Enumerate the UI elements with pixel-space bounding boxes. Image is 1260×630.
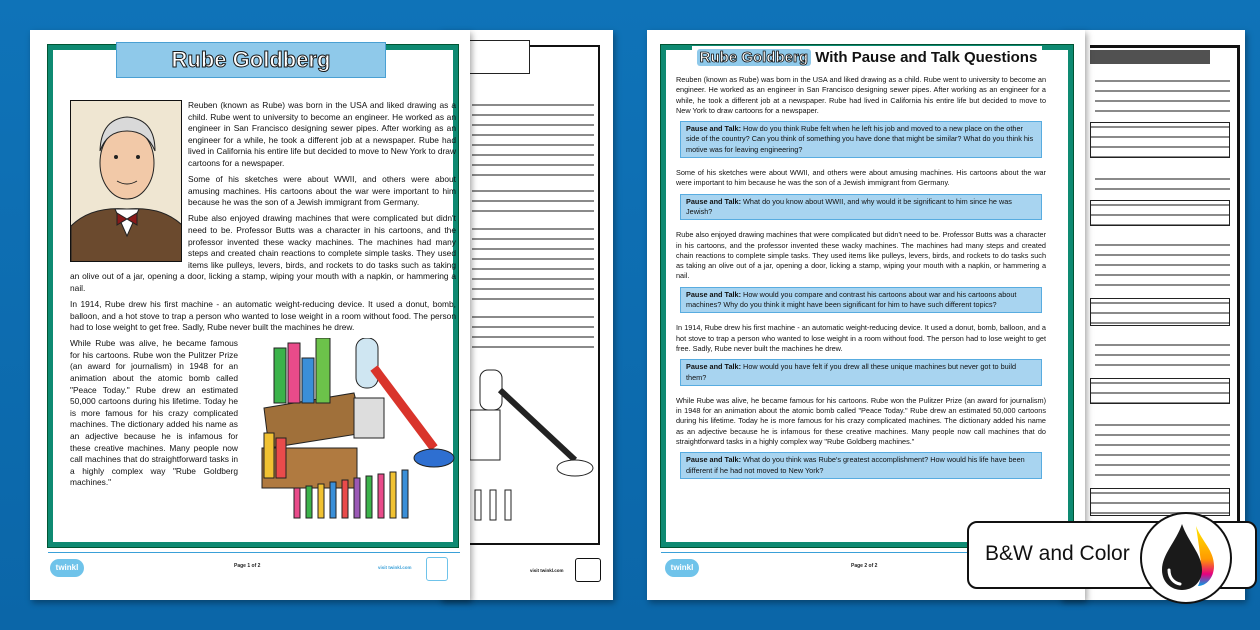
bw-quality-badge-icon bbox=[575, 558, 601, 582]
rube-goldberg-portrait bbox=[70, 100, 182, 262]
left-color-page bbox=[30, 30, 470, 600]
bw-title-band bbox=[1090, 50, 1210, 64]
bw-question-box bbox=[1090, 378, 1230, 404]
bw-title-bar bbox=[470, 40, 530, 74]
bw-text-lines bbox=[1095, 340, 1230, 370]
bw-text-lines bbox=[1095, 240, 1230, 290]
bw-text-lines bbox=[472, 312, 594, 352]
bw-text-lines bbox=[472, 224, 594, 304]
paragraph-1: Reuben (known as Rube) was born in the USA and liked drawing as a child. Rube went to university to become an engineer. He worked as an engineer in San Francisco designing sewer pipes. After working as an engineer for a while, he took a different job at a newspaper. Rube had lived in California his entire life but decided to move to New York to draw cartoons for a newspaper. bbox=[188, 100, 456, 168]
paragraph-2: Some of his sketches were about WWII, and others were about amusing machines. His cartoons about the war were important to him because he was the son of a Jewish immigrant from Germany. bbox=[188, 174, 456, 208]
page-number: Page 1 of 2 bbox=[234, 563, 261, 569]
bw-text-lines bbox=[1095, 420, 1230, 480]
title-highlight: Rube Goldberg bbox=[697, 49, 811, 66]
bw-text-lines bbox=[1095, 76, 1230, 116]
pause-and-talk-box-5: Pause and Talk: What do you think was Rube's greatest accomplishment? How would his life have been different if he had not moved to New York? bbox=[680, 452, 1042, 479]
badge-label: B&W and Color bbox=[985, 542, 1130, 565]
pause-and-talk-box-4: Pause and Talk: How would you have felt if you drew all these unique machines but never got to build them? bbox=[680, 359, 1042, 386]
page-title: Rube Goldberg bbox=[116, 42, 386, 78]
visit-link[interactable]: visit twinkl.com bbox=[378, 565, 412, 570]
pause-and-talk-box-3: Pause and Talk: How would you compare and contrast his cartoons about war and his cartoons about machines? Why do you think it might have been significant for him to have such different topics? bbox=[680, 287, 1042, 314]
page-number: Page 2 of 2 bbox=[851, 563, 878, 569]
paragraph-4: In 1914, Rube drew his first machine - an automatic weight-reducing device. It used a donut, bomb, balloon, and a hot stove to trap a person who wanted to lose weight in a room without food. The person had to lose weight to get free. Sadly, Rube never built the machines he drew. bbox=[70, 299, 456, 333]
paragraph-3: Rube also enjoyed drawing machines that were complicated but didn't need to be. Professor Butts was a character in his cartoons, and the professor invented these wacky machines. The machines had many steps and created chain reactions to complete simple tasks. They used items like pulleys, levers, birds, and rockets to do tasks such as taking an olive out of a jar, opening a door, licking a stamp, wiping your mouth with a napkin, or hammering a nail. bbox=[676, 230, 1046, 281]
paragraph-2: Some of his sketches were about WWII, and others were about amusing machines. His cartoons about the war were important to him because he was the son of a Jewish immigrant from Germany. bbox=[676, 168, 1046, 188]
pause-and-talk-box-2: Pause and Talk: What do you know about WWII, and why would it be significant to him since he was Jewish? bbox=[680, 194, 1042, 221]
bw-text-lines bbox=[1095, 174, 1230, 194]
pause-and-talk-box-1: Pause and Talk: How do you think Rube felt when he left his job and moved to a new place on the other side of the country? Can you think of something you have done that might be similar? What do you think his motive was for leaving engineering? bbox=[680, 121, 1042, 158]
paragraph-5: While Rube was alive, he became famous for his cartoons. Rube won the Pulitzer Prize (an award for journalism) in 1948 for an animation about the atomic bomb called "Peace Today." Rube drew an estimated 50,000 cartoons during his lifetime. Today he is more famous for his crazy complicated machines. The dictionary added his name as an adjective because he is infamous for these creative machines. Many people now call machines that do straightforward tasks in a highly complex way "Rube Goldberg machines." bbox=[70, 338, 238, 488]
twinkl-logo[interactable]: twinkl bbox=[50, 559, 84, 577]
bw-text-lines bbox=[472, 186, 594, 216]
bw-question-box bbox=[1090, 200, 1230, 226]
bw-question-box bbox=[1090, 488, 1230, 516]
bw-visit-link[interactable]: visit twinkl.com bbox=[530, 568, 564, 573]
paragraph-3: Rube also enjoyed drawing machines that were complicated but didn't need to be. Professor Butts was a character in his cartoons, and the professor invented these wacky machines. The machines had many steps and created chain reactions to complete simple tasks. They used items like pulleys, levers, birds, and rockets to do tasks such as taking an olive out of a jar, opening a door, licking a stamp, wiping your mouth with a napkin, or hammering a nail. bbox=[70, 213, 456, 293]
bw-machine-illustration bbox=[470, 350, 595, 530]
title-rest: With Pause and Talk Questions bbox=[815, 49, 1038, 66]
bw-question-box bbox=[1090, 298, 1230, 326]
rube-goldberg-machine-illustration bbox=[244, 338, 456, 523]
ink-drops-icon bbox=[1140, 512, 1232, 604]
quality-badge-icon bbox=[426, 557, 448, 581]
twinkl-logo[interactable]: twinkl bbox=[665, 559, 699, 577]
page-title bbox=[692, 46, 1042, 70]
page-footer bbox=[48, 552, 460, 592]
bw-question-box bbox=[1090, 122, 1230, 158]
bw-text-lines bbox=[472, 100, 594, 180]
paragraph-4: In 1914, Rube drew his first machine - an automatic weight-reducing device. It used a donut, bomb, balloon, and a hot stove to trap a person who wanted to lose weight in a room without food. The person had to lose weight to get free. Sadly, Rube never built the machines he drew. bbox=[676, 323, 1046, 353]
paragraph-1: Reuben (known as Rube) was born in the USA and liked drawing as a child. Rube went to university to become an engineer. He worked as an engineer in San Francisco designing sewer pipes. After working as an engineer for a while, he took a different job at a newspaper. Rube had lived in California his entire life but decided to move to New York to draw cartoons for a newspaper. bbox=[676, 75, 1046, 115]
paragraph-5: While Rube was alive, he became famous for his cartoons. Rube won the Pulitzer Prize (an award for journalism) in 1948 for an animation about the atomic bomb called "Peace Today." Rube drew an estimated 50,000 cartoons during his lifetime. Today he is more famous for his crazy complicated machines. The dictionary added his name as an adjective because he is infamous for these creative machines. Many people now call machines that do straightforward tasks in a highly complex way "Rube Goldberg machines." bbox=[676, 395, 1046, 447]
right-color-page bbox=[647, 30, 1085, 600]
